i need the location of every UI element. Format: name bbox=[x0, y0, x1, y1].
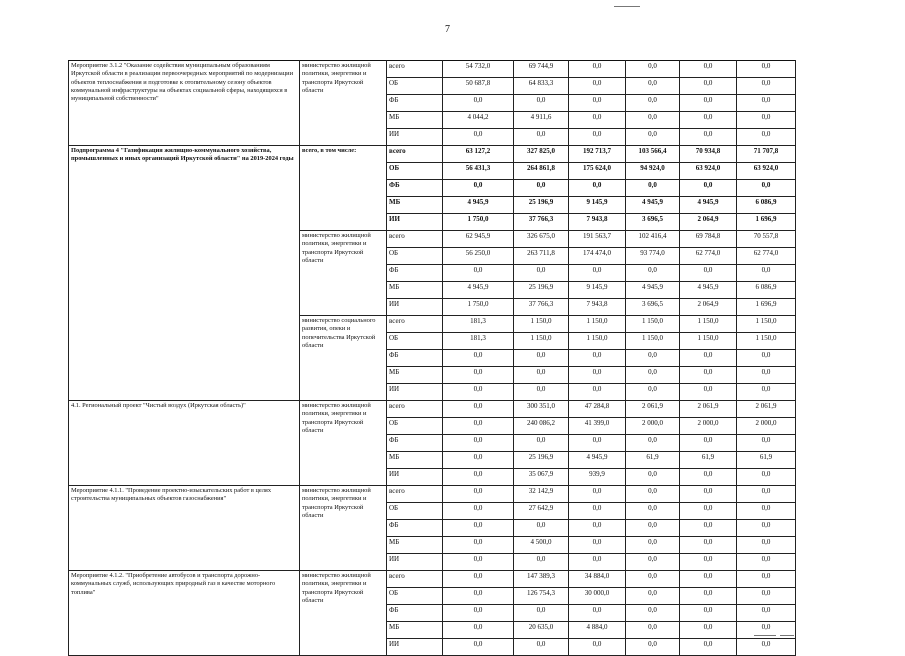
measure-name: Мероприятие 4.1.1. "Проведение проектно-изыскательских работ в целях строительства муниципальных объектов газоснабжения" bbox=[69, 486, 300, 571]
funding-source: ИИ bbox=[387, 214, 443, 231]
table-row bbox=[69, 61, 796, 78]
amount-cell: 0,0 bbox=[737, 384, 796, 401]
funding-source: всего bbox=[387, 401, 443, 418]
executor-cell: министерство жилищной политики, энергетики и транспорта Иркутской области bbox=[300, 231, 387, 316]
amount-cell: 4 945,9 bbox=[626, 197, 680, 214]
amount-cell: 0,0 bbox=[443, 265, 514, 282]
amount-cell: 0,0 bbox=[680, 554, 737, 571]
amount-cell: 0,0 bbox=[626, 469, 680, 486]
amount-cell: 0,0 bbox=[514, 350, 569, 367]
amount-cell: 0,0 bbox=[443, 180, 514, 197]
amount-cell: 0,0 bbox=[680, 112, 737, 129]
amount-cell: 1 150,0 bbox=[626, 333, 680, 350]
amount-cell: 0,0 bbox=[569, 112, 626, 129]
amount-cell: 0,0 bbox=[626, 605, 680, 622]
amount-cell: 0,0 bbox=[443, 588, 514, 605]
amount-cell: 62 774,0 bbox=[680, 248, 737, 265]
amount-cell: 0,0 bbox=[514, 95, 569, 112]
table-row bbox=[69, 401, 796, 418]
amount-cell: 191 563,7 bbox=[569, 231, 626, 248]
amount-cell: 0,0 bbox=[737, 554, 796, 571]
funding-source: ИИ bbox=[387, 639, 443, 656]
amount-cell: 0,0 bbox=[626, 503, 680, 520]
funding-source: МБ bbox=[387, 197, 443, 214]
amount-cell: 0,0 bbox=[626, 622, 680, 639]
amount-cell: 0,0 bbox=[626, 95, 680, 112]
scan-mark bbox=[614, 6, 640, 7]
amount-cell: 37 766,3 bbox=[514, 214, 569, 231]
amount-cell: 20 635,0 bbox=[514, 622, 569, 639]
amount-cell: 0,0 bbox=[680, 537, 737, 554]
amount-cell: 0,0 bbox=[737, 605, 796, 622]
amount-cell: 2 061,9 bbox=[737, 401, 796, 418]
amount-cell: 4 044,2 bbox=[443, 112, 514, 129]
amount-cell: 0,0 bbox=[443, 554, 514, 571]
funding-source: МБ bbox=[387, 622, 443, 639]
amount-cell: 25 196,9 bbox=[514, 282, 569, 299]
amount-cell: 0,0 bbox=[737, 435, 796, 452]
amount-cell: 102 416,4 bbox=[626, 231, 680, 248]
amount-cell: 0,0 bbox=[443, 571, 514, 588]
amount-cell: 1 150,0 bbox=[569, 316, 626, 333]
amount-cell: 1 150,0 bbox=[680, 333, 737, 350]
amount-cell: 4 945,9 bbox=[680, 197, 737, 214]
amount-cell: 32 142,9 bbox=[514, 486, 569, 503]
amount-cell: 4 884,0 bbox=[569, 622, 626, 639]
funding-source: ИИ bbox=[387, 554, 443, 571]
amount-cell: 0,0 bbox=[680, 129, 737, 146]
funding-source: ОБ bbox=[387, 78, 443, 95]
amount-cell: 1 150,0 bbox=[680, 316, 737, 333]
amount-cell: 0,0 bbox=[443, 95, 514, 112]
amount-cell: 0,0 bbox=[626, 350, 680, 367]
amount-cell: 1 696,9 bbox=[737, 214, 796, 231]
amount-cell: 1 750,0 bbox=[443, 214, 514, 231]
budget-table bbox=[68, 60, 796, 656]
amount-cell: 6 086,9 bbox=[737, 197, 796, 214]
amount-cell: 4 945,9 bbox=[443, 282, 514, 299]
amount-cell: 69 744,9 bbox=[514, 61, 569, 78]
amount-cell: 174 474,0 bbox=[569, 248, 626, 265]
funding-source: ИИ bbox=[387, 469, 443, 486]
amount-cell: 0,0 bbox=[514, 265, 569, 282]
amount-cell: 2 000,0 bbox=[626, 418, 680, 435]
amount-cell: 25 196,9 bbox=[514, 452, 569, 469]
amount-cell: 70 557,8 bbox=[737, 231, 796, 248]
funding-source: всего bbox=[387, 146, 443, 163]
amount-cell: 1 150,0 bbox=[569, 333, 626, 350]
amount-cell: 1 150,0 bbox=[626, 316, 680, 333]
executor-cell: министерство жилищной политики, энергетики и транспорта Иркутской области bbox=[300, 486, 387, 571]
amount-cell: 2 064,9 bbox=[680, 214, 737, 231]
amount-cell: 4 911,6 bbox=[514, 112, 569, 129]
amount-cell: 0,0 bbox=[569, 503, 626, 520]
amount-cell: 0,0 bbox=[737, 503, 796, 520]
amount-cell: 0,0 bbox=[443, 350, 514, 367]
amount-cell: 0,0 bbox=[680, 486, 737, 503]
amount-cell: 0,0 bbox=[569, 367, 626, 384]
amount-cell: 63 924,0 bbox=[737, 163, 796, 180]
amount-cell: 240 086,2 bbox=[514, 418, 569, 435]
amount-cell: 181,3 bbox=[443, 316, 514, 333]
funding-source: ОБ bbox=[387, 588, 443, 605]
amount-cell: 0,0 bbox=[737, 95, 796, 112]
amount-cell: 0,0 bbox=[680, 571, 737, 588]
amount-cell: 0,0 bbox=[680, 622, 737, 639]
amount-cell: 0,0 bbox=[737, 520, 796, 537]
amount-cell: 0,0 bbox=[737, 350, 796, 367]
amount-cell: 0,0 bbox=[569, 435, 626, 452]
table-row bbox=[69, 146, 796, 163]
amount-cell: 0,0 bbox=[680, 605, 737, 622]
measure-name: Мероприятие 4.1.2. "Приобретение автобусов и транспорта дорожно-коммунальных служб, использующих природный газ в качестве моторного топлива" bbox=[69, 571, 300, 656]
amount-cell: 37 766,3 bbox=[514, 299, 569, 316]
amount-cell: 35 067,9 bbox=[514, 469, 569, 486]
funding-source: ФБ bbox=[387, 605, 443, 622]
amount-cell: 181,3 bbox=[443, 333, 514, 350]
measure-name: Подпрограмма 4 "Газификация жилищно-коммунального хозяйства, промышленных и иных организаций Иркутской области" на 2019-2024 годы bbox=[69, 146, 300, 401]
amount-cell: 61,9 bbox=[626, 452, 680, 469]
measure-name: Мероприятие 3.1.2 "Оказание содействия муниципальным образованиям Иркутской области в реализации первоочередных мероприятий по модернизации объектов теплоснабжения и подготовке к отопительному сезону объектов коммунальной инфраструктуры на объектах социальной сферы, находящихся в муниципальной собственности" bbox=[69, 61, 300, 146]
funding-source: ФБ bbox=[387, 265, 443, 282]
amount-cell: 0,0 bbox=[514, 384, 569, 401]
funding-source: МБ bbox=[387, 282, 443, 299]
amount-cell: 4 945,9 bbox=[680, 282, 737, 299]
funding-source: всего bbox=[387, 571, 443, 588]
amount-cell: 0,0 bbox=[443, 129, 514, 146]
amount-cell: 0,0 bbox=[737, 622, 796, 639]
amount-cell: 0,0 bbox=[443, 384, 514, 401]
amount-cell: 1 750,0 bbox=[443, 299, 514, 316]
amount-cell: 0,0 bbox=[737, 537, 796, 554]
amount-cell: 0,0 bbox=[626, 537, 680, 554]
amount-cell: 0,0 bbox=[443, 418, 514, 435]
funding-source: ФБ bbox=[387, 520, 443, 537]
amount-cell: 0,0 bbox=[443, 435, 514, 452]
amount-cell: 0,0 bbox=[680, 520, 737, 537]
scan-mark bbox=[780, 635, 794, 636]
amount-cell: 0,0 bbox=[443, 622, 514, 639]
amount-cell: 0,0 bbox=[514, 605, 569, 622]
amount-cell: 2 000,0 bbox=[737, 418, 796, 435]
executor-cell: министерство жилищной политики, энергетики и транспорта Иркутской области bbox=[300, 61, 387, 146]
funding-source: всего bbox=[387, 61, 443, 78]
amount-cell: 0,0 bbox=[680, 503, 737, 520]
amount-cell: 0,0 bbox=[514, 639, 569, 656]
amount-cell: 0,0 bbox=[626, 78, 680, 95]
amount-cell: 2 000,0 bbox=[680, 418, 737, 435]
amount-cell: 0,0 bbox=[737, 78, 796, 95]
amount-cell: 61,9 bbox=[680, 452, 737, 469]
amount-cell: 0,0 bbox=[626, 486, 680, 503]
amount-cell: 1 150,0 bbox=[737, 333, 796, 350]
amount-cell: 71 707,8 bbox=[737, 146, 796, 163]
amount-cell: 0,0 bbox=[680, 61, 737, 78]
amount-cell: 0,0 bbox=[626, 112, 680, 129]
funding-source: ФБ bbox=[387, 95, 443, 112]
amount-cell: 56 431,3 bbox=[443, 163, 514, 180]
amount-cell: 0,0 bbox=[443, 537, 514, 554]
amount-cell: 25 196,9 bbox=[514, 197, 569, 214]
amount-cell: 0,0 bbox=[737, 265, 796, 282]
page-number: 7 bbox=[445, 24, 450, 35]
amount-cell: 0,0 bbox=[443, 469, 514, 486]
amount-cell: 93 774,0 bbox=[626, 248, 680, 265]
table-row bbox=[69, 571, 796, 588]
amount-cell: 0,0 bbox=[569, 95, 626, 112]
funding-source: МБ bbox=[387, 112, 443, 129]
amount-cell: 0,0 bbox=[626, 554, 680, 571]
scan-mark bbox=[754, 635, 776, 636]
amount-cell: 0,0 bbox=[514, 180, 569, 197]
amount-cell: 126 754,3 bbox=[514, 588, 569, 605]
amount-cell: 3 696,5 bbox=[626, 214, 680, 231]
amount-cell: 9 145,9 bbox=[569, 197, 626, 214]
amount-cell: 300 351,0 bbox=[514, 401, 569, 418]
amount-cell: 2 061,9 bbox=[626, 401, 680, 418]
amount-cell: 0,0 bbox=[737, 112, 796, 129]
amount-cell: 0,0 bbox=[443, 503, 514, 520]
amount-cell: 6 086,9 bbox=[737, 282, 796, 299]
amount-cell: 1 150,0 bbox=[514, 316, 569, 333]
amount-cell: 62 774,0 bbox=[737, 248, 796, 265]
amount-cell: 0,0 bbox=[626, 61, 680, 78]
amount-cell: 0,0 bbox=[626, 367, 680, 384]
amount-cell: 0,0 bbox=[737, 180, 796, 197]
amount-cell: 103 566,4 bbox=[626, 146, 680, 163]
amount-cell: 0,0 bbox=[569, 384, 626, 401]
executor-cell: министерство жилищной политики, энергетики и транспорта Иркутской области bbox=[300, 571, 387, 656]
amount-cell: 0,0 bbox=[737, 367, 796, 384]
executor-cell: всего, в том числе: bbox=[300, 146, 387, 231]
amount-cell: 939,9 bbox=[569, 469, 626, 486]
amount-cell: 0,0 bbox=[569, 520, 626, 537]
amount-cell: 0,0 bbox=[680, 95, 737, 112]
amount-cell: 0,0 bbox=[569, 61, 626, 78]
amount-cell: 0,0 bbox=[737, 486, 796, 503]
amount-cell: 41 399,0 bbox=[569, 418, 626, 435]
amount-cell: 7 943,8 bbox=[569, 299, 626, 316]
amount-cell: 70 934,8 bbox=[680, 146, 737, 163]
amount-cell: 0,0 bbox=[514, 129, 569, 146]
amount-cell: 1 696,9 bbox=[737, 299, 796, 316]
funding-source: ОБ bbox=[387, 333, 443, 350]
funding-source: ОБ bbox=[387, 248, 443, 265]
amount-cell: 0,0 bbox=[514, 435, 569, 452]
funding-source: ИИ bbox=[387, 299, 443, 316]
amount-cell: 0,0 bbox=[569, 639, 626, 656]
amount-cell: 0,0 bbox=[569, 537, 626, 554]
funding-source: МБ bbox=[387, 452, 443, 469]
amount-cell: 0,0 bbox=[680, 265, 737, 282]
amount-cell: 175 624,0 bbox=[569, 163, 626, 180]
amount-cell: 0,0 bbox=[737, 61, 796, 78]
amount-cell: 4 500,0 bbox=[514, 537, 569, 554]
amount-cell: 0,0 bbox=[680, 435, 737, 452]
funding-source: ФБ bbox=[387, 180, 443, 197]
amount-cell: 47 284,8 bbox=[569, 401, 626, 418]
amount-cell: 0,0 bbox=[680, 78, 737, 95]
amount-cell: 0,0 bbox=[737, 588, 796, 605]
amount-cell: 2 061,9 bbox=[680, 401, 737, 418]
amount-cell: 263 711,8 bbox=[514, 248, 569, 265]
funding-source: МБ bbox=[387, 367, 443, 384]
funding-source: ФБ bbox=[387, 350, 443, 367]
amount-cell: 94 924,0 bbox=[626, 163, 680, 180]
amount-cell: 0,0 bbox=[680, 180, 737, 197]
table-row bbox=[69, 486, 796, 503]
amount-cell: 1 150,0 bbox=[737, 316, 796, 333]
amount-cell: 0,0 bbox=[626, 265, 680, 282]
amount-cell: 0,0 bbox=[680, 367, 737, 384]
amount-cell: 62 945,9 bbox=[443, 231, 514, 248]
amount-cell: 4 945,9 bbox=[443, 197, 514, 214]
amount-cell: 0,0 bbox=[569, 350, 626, 367]
amount-cell: 0,0 bbox=[626, 588, 680, 605]
amount-cell: 34 884,0 bbox=[569, 571, 626, 588]
funding-source: ОБ bbox=[387, 503, 443, 520]
amount-cell: 0,0 bbox=[443, 605, 514, 622]
amount-cell: 50 687,8 bbox=[443, 78, 514, 95]
amount-cell: 69 784,8 bbox=[680, 231, 737, 248]
amount-cell: 0,0 bbox=[569, 78, 626, 95]
amount-cell: 0,0 bbox=[626, 571, 680, 588]
amount-cell: 0,0 bbox=[626, 384, 680, 401]
amount-cell: 64 833,3 bbox=[514, 78, 569, 95]
amount-cell: 0,0 bbox=[569, 265, 626, 282]
amount-cell: 0,0 bbox=[569, 180, 626, 197]
funding-source: ОБ bbox=[387, 418, 443, 435]
amount-cell: 0,0 bbox=[626, 520, 680, 537]
amount-cell: 0,0 bbox=[626, 435, 680, 452]
executor-cell: министерство жилищной политики, энергетики и транспорта Иркутской области bbox=[300, 401, 387, 486]
funding-source: ФБ bbox=[387, 435, 443, 452]
amount-cell: 0,0 bbox=[443, 367, 514, 384]
amount-cell: 327 825,0 bbox=[514, 146, 569, 163]
amount-cell: 0,0 bbox=[569, 486, 626, 503]
amount-cell: 192 713,7 bbox=[569, 146, 626, 163]
funding-source: всего bbox=[387, 231, 443, 248]
measure-name: 4.1. Региональный проект "Чистый воздух (Иркутская область)" bbox=[69, 401, 300, 486]
amount-cell: 0,0 bbox=[737, 469, 796, 486]
funding-source: ИИ bbox=[387, 384, 443, 401]
amount-cell: 0,0 bbox=[514, 554, 569, 571]
amount-cell: 0,0 bbox=[626, 129, 680, 146]
amount-cell: 30 000,0 bbox=[569, 588, 626, 605]
amount-cell: 0,0 bbox=[443, 639, 514, 656]
funding-source: всего bbox=[387, 486, 443, 503]
amount-cell: 0,0 bbox=[569, 129, 626, 146]
amount-cell: 2 064,9 bbox=[680, 299, 737, 316]
amount-cell: 63 127,2 bbox=[443, 146, 514, 163]
amount-cell: 264 861,8 bbox=[514, 163, 569, 180]
amount-cell: 63 924,0 bbox=[680, 163, 737, 180]
funding-source: ОБ bbox=[387, 163, 443, 180]
funding-source: МБ bbox=[387, 537, 443, 554]
amount-cell: 56 250,0 bbox=[443, 248, 514, 265]
funding-source: ИИ bbox=[387, 129, 443, 146]
amount-cell: 0,0 bbox=[680, 350, 737, 367]
amount-cell: 0,0 bbox=[443, 486, 514, 503]
amount-cell: 1 150,0 bbox=[514, 333, 569, 350]
amount-cell: 27 642,9 bbox=[514, 503, 569, 520]
amount-cell: 0,0 bbox=[626, 639, 680, 656]
amount-cell: 0,0 bbox=[737, 129, 796, 146]
amount-cell: 0,0 bbox=[680, 588, 737, 605]
amount-cell: 0,0 bbox=[737, 571, 796, 588]
funding-source: всего bbox=[387, 316, 443, 333]
amount-cell: 0,0 bbox=[443, 401, 514, 418]
amount-cell: 0,0 bbox=[626, 180, 680, 197]
amount-cell: 4 945,9 bbox=[626, 282, 680, 299]
amount-cell: 0,0 bbox=[680, 384, 737, 401]
amount-cell: 0,0 bbox=[443, 452, 514, 469]
amount-cell: 147 389,3 bbox=[514, 571, 569, 588]
amount-cell: 0,0 bbox=[680, 639, 737, 656]
amount-cell: 0,0 bbox=[514, 520, 569, 537]
amount-cell: 9 145,9 bbox=[569, 282, 626, 299]
amount-cell: 0,0 bbox=[569, 554, 626, 571]
executor-cell: министерство социального развития, опеки и попечительства Иркутской области bbox=[300, 316, 387, 401]
amount-cell: 0,0 bbox=[737, 639, 796, 656]
amount-cell: 54 732,0 bbox=[443, 61, 514, 78]
amount-cell: 326 675,0 bbox=[514, 231, 569, 248]
amount-cell: 4 945,9 bbox=[569, 452, 626, 469]
amount-cell: 0,0 bbox=[514, 367, 569, 384]
amount-cell: 0,0 bbox=[680, 469, 737, 486]
amount-cell: 0,0 bbox=[443, 520, 514, 537]
amount-cell: 7 943,8 bbox=[569, 214, 626, 231]
amount-cell: 3 696,5 bbox=[626, 299, 680, 316]
amount-cell: 61,9 bbox=[737, 452, 796, 469]
amount-cell: 0,0 bbox=[569, 605, 626, 622]
